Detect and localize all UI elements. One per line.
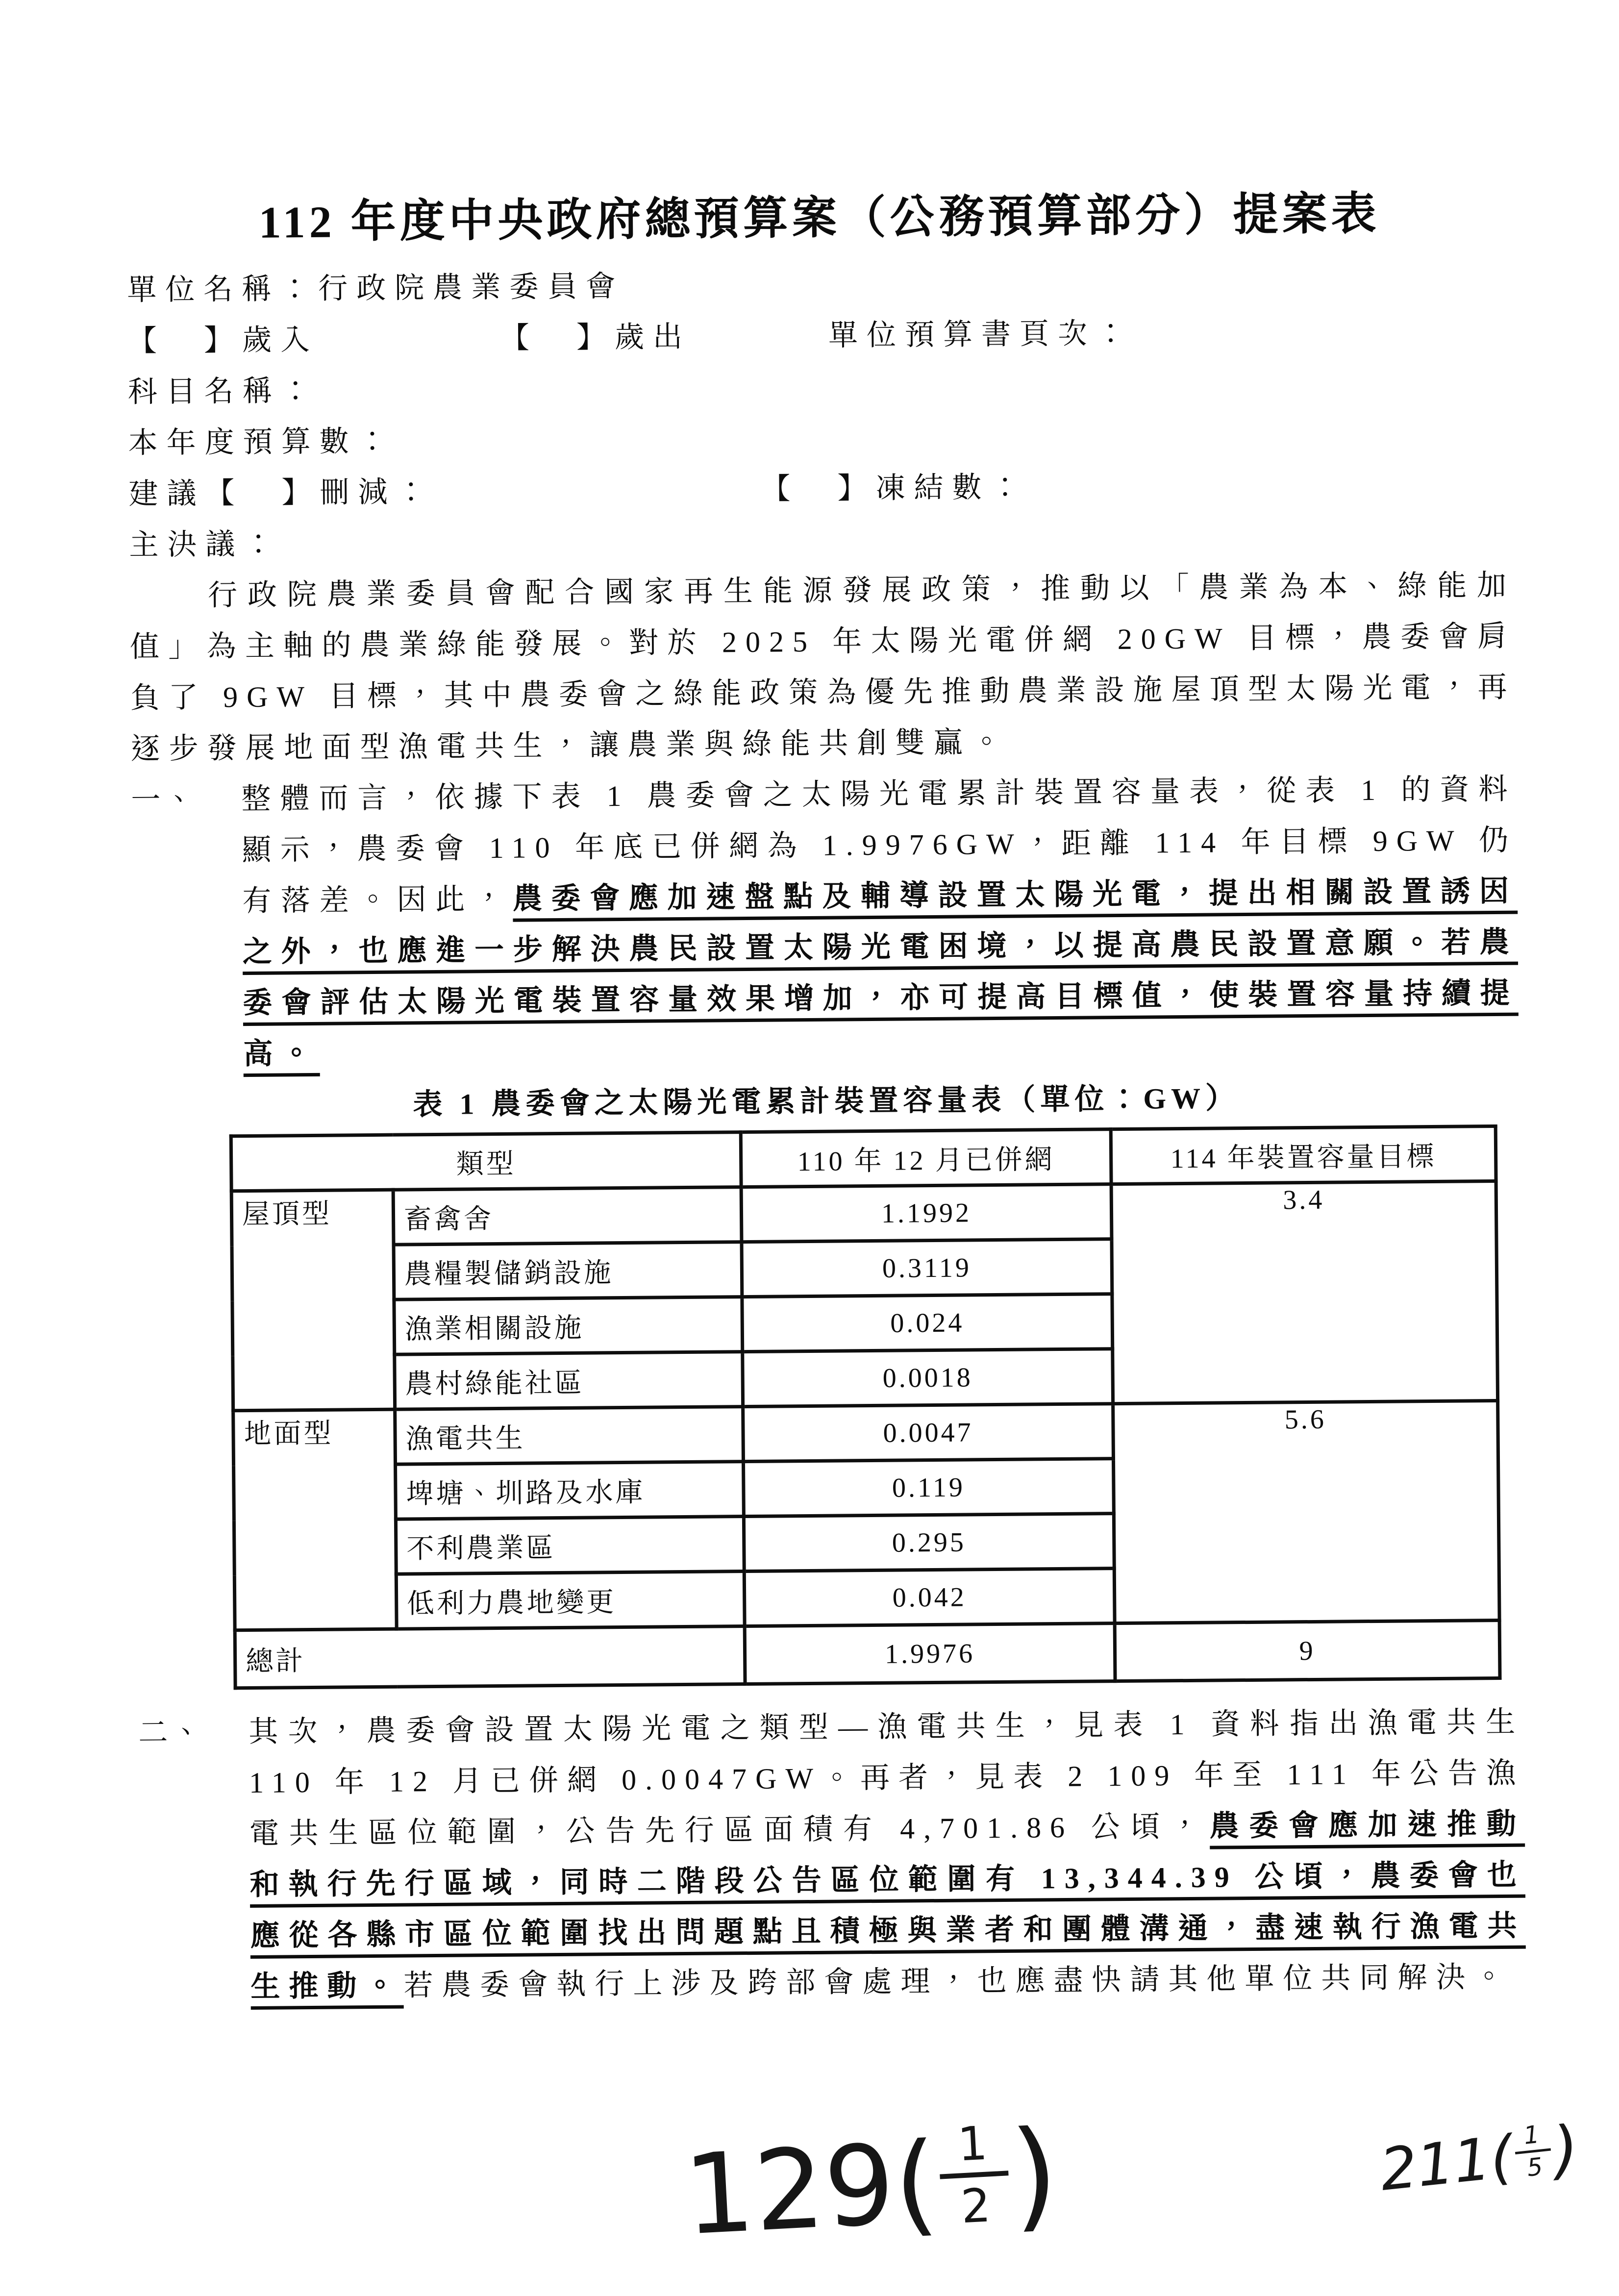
list-item-1-text: 整體而言，依據下表 1 農委會之太陽光電累計裝置容量表，從表 1 的資料顯示，農委會 110 年底已併網為 1.9976GW，距離 114 年目標 9GW 仍有落差。因此， [241, 773, 1518, 918]
fraction-denominator: 2 [959, 2178, 992, 2234]
subtype-cell: 畜禽舍 [393, 1187, 742, 1245]
handwritten-center-prefix: 129( [681, 2119, 941, 2260]
budget-book-page-label: 單位預算書頁次： [828, 317, 1135, 352]
handwritten-center-suffix: ) [1007, 2104, 1062, 2245]
page-title: 112 年度中央政府總預算案（公務預算部分）提案表 [258, 188, 1380, 248]
connected-cell: 0.119 [744, 1459, 1114, 1517]
total-label: 總計 [235, 1626, 745, 1688]
subtype-cell: 低利力農地變更 [396, 1572, 745, 1629]
list-item-2 [138, 1697, 1526, 2013]
list-item-1-number: 一、 [131, 783, 198, 816]
solar-capacity-table [229, 1124, 1502, 1690]
header-target: 114 年裝置容量目標 [1111, 1126, 1496, 1184]
list-item-2-text-tail: 若農委會執行上涉及跨部會處理，也應盡快請其他單位共同解決。 [403, 1960, 1513, 2002]
list-item-2-text: 其次，農委會設置太陽光電之類型—漁電共生，見表 1 資料指出漁電共生 110 年 12 月已併網 0.0047GW。再者，見表 2 109 年至 111 年公告漁電共生區位範圍，公告先行區面積有 4,701.86 公頃， [249, 1705, 1525, 1850]
fraction-numerator: 1 [1522, 2120, 1541, 2150]
handwritten-right-fraction [1512, 2121, 1554, 2182]
list-item-1 [131, 764, 1519, 1080]
subtype-cell: 漁電共生 [395, 1407, 744, 1465]
target-ground: 5.6 [1113, 1401, 1499, 1623]
subtype-cell: 不利農業區 [396, 1517, 744, 1574]
subtype-cell: 埤塘、圳路及水庫 [396, 1462, 744, 1520]
fraction-bar [940, 2171, 1009, 2179]
header-type: 類型 [231, 1132, 741, 1191]
category-rooftop: 屋頂型 [231, 1190, 395, 1411]
connected-cell: 1.1992 [741, 1184, 1112, 1242]
table-total-row [235, 1620, 1500, 1688]
table-row [231, 1181, 1496, 1246]
freeze-amount-checkbox: 【 】凍結數： [761, 471, 1029, 505]
subtype-cell: 農糧製儲銷設施 [394, 1242, 742, 1300]
handwritten-page-number-center [680, 2104, 1061, 2262]
table-header-row [231, 1126, 1496, 1191]
connected-cell: 0.0018 [743, 1349, 1113, 1407]
category-ground: 地面型 [233, 1409, 397, 1630]
proposed-cut-checkbox: 建議【 】刪減： [128, 475, 435, 510]
handwritten-right-prefix: 211( [1377, 2122, 1517, 2204]
connected-cell: 0.042 [744, 1569, 1115, 1626]
header-connected: 110 年 12 月已併網 [741, 1129, 1111, 1187]
unit-name-field: 單位名稱：行政院農業委員會 [126, 270, 624, 306]
table-caption: 表 1 農委會之太陽光電累計裝置容量表（單位：GW） [413, 1082, 1240, 1121]
intro-paragraph: 行政院農業委員會配合國家再生能源發展政策，推動以「農業為本、綠能加值」為主軸的農業綠能發展。對於 2025 年太陽光電併網 20GW 目標，農委會肩負了 9GW 目標，其中農委會之綠能政策為優先推動農業設施屋頂型太陽光電，再逐步發展地面型漁電共生，讓農業與綠能共創雙贏。 [129, 569, 1516, 765]
table-row [233, 1401, 1498, 1466]
connected-cell: 0.3119 [742, 1239, 1112, 1297]
handwritten-right-suffix: ) [1550, 2112, 1582, 2187]
expenditure-checkbox: 【 】歲出 [499, 320, 692, 354]
target-rooftop: 3.4 [1111, 1181, 1497, 1404]
cut-freeze-row [128, 458, 1515, 520]
connected-cell: 0.0047 [743, 1404, 1114, 1462]
total-connected: 1.9976 [745, 1623, 1115, 1684]
connected-cell: 0.024 [742, 1294, 1113, 1352]
subtype-cell: 農村綠能社區 [395, 1352, 743, 1410]
handwritten-center-fraction [937, 2116, 1011, 2234]
fraction-numerator: 1 [956, 2116, 989, 2172]
fraction-denominator: 5 [1525, 2152, 1544, 2182]
list-item-1-emphasis: 農委會應加速盤點及輔導設置太陽光電，提出相關設置誘因之外，也應進一步解決農民設置太陽光電困境，以提高農民設置意願。若農委會評估太陽光電裝置容量效果增加，亦可提高目標值，使裝置容量持續提高。 [242, 874, 1519, 1071]
revenue-checkbox: 【 】歲入 [127, 323, 319, 357]
subject-name-field: 科目名稱： [127, 374, 320, 408]
main-resolution-label: 主決議： [129, 527, 282, 561]
current-year-budget-field: 本年度預算數： [128, 424, 396, 459]
list-item-2-emphasis: 農委會應加速推動和執行先行區域，同時二階段公告區位範圍有 13,344.39 公頃，農委會也應從各縣市區位範圍找出問題點且積極與業者和團體溝通，盡速執行漁電共生推動。 [249, 1807, 1526, 2003]
list-item-2-number: 二、 [138, 1716, 205, 1749]
connected-cell: 0.295 [744, 1514, 1114, 1572]
total-target: 9 [1115, 1620, 1500, 1681]
revenue-expenditure-row [127, 305, 1514, 367]
subtype-cell: 漁業相關設施 [394, 1297, 743, 1355]
